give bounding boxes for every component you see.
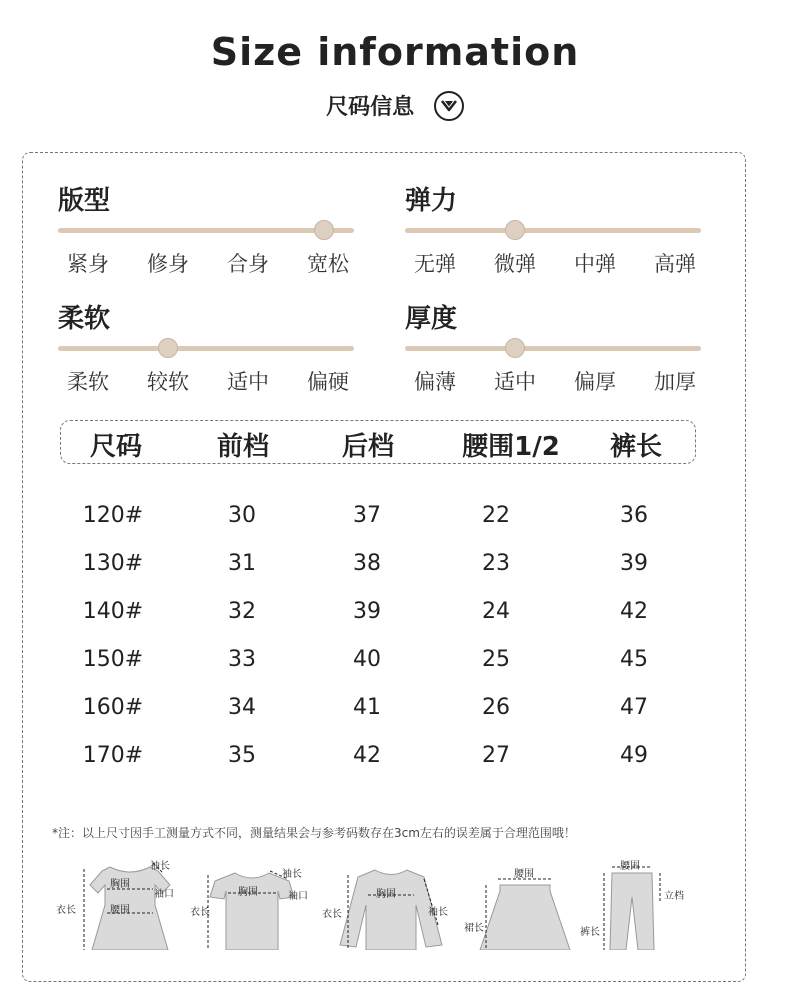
option-label: 适中 — [227, 370, 269, 394]
cell-size: 160# — [82, 695, 144, 720]
metric-options — [58, 248, 358, 278]
option-label: 偏硬 — [307, 370, 349, 394]
slider-track — [405, 346, 701, 351]
header-size: 尺码 — [89, 432, 142, 462]
slider-knob — [505, 338, 525, 358]
subtitle — [0, 90, 790, 123]
cell-size: 150# — [82, 647, 144, 672]
cell-size: 120# — [82, 503, 144, 528]
option-label: 较软 — [147, 370, 189, 394]
table-row — [0, 551, 790, 581]
option-label: 中弹 — [574, 252, 616, 276]
page-title: Size information — [210, 30, 580, 74]
cell-waist: 22 — [482, 503, 510, 528]
option-label: 合身 — [227, 252, 269, 276]
metric-options — [405, 248, 705, 278]
cell-front-rise: 31 — [228, 551, 256, 576]
label-chest: 胸围 — [110, 879, 130, 890]
table-row — [0, 695, 790, 725]
label-cuff: 袖口 — [288, 891, 308, 902]
cell-back-rise: 37 — [353, 503, 381, 528]
metric-thickness — [405, 298, 705, 394]
subtitle-text: 尺码信息 — [326, 95, 415, 120]
cell-size: 140# — [82, 599, 144, 624]
cell-waist: 26 — [482, 695, 510, 720]
table-row — [0, 503, 790, 533]
cell-size: 170# — [82, 743, 144, 768]
cell-waist: 23 — [482, 551, 510, 576]
cell-front-rise: 30 — [228, 503, 256, 528]
label-waist: 腰围 — [110, 905, 130, 916]
option-label: 宽松 — [307, 252, 349, 276]
cell-length: 45 — [620, 647, 648, 672]
label-chest: 胸围 — [238, 887, 258, 898]
slider-track — [58, 346, 354, 351]
option-label: 微弹 — [494, 252, 536, 276]
cell-back-rise: 39 — [353, 599, 381, 624]
option-label: 加厚 — [654, 370, 696, 394]
header-waist: 腰围1/2 — [462, 432, 560, 462]
cell-front-rise: 33 — [228, 647, 256, 672]
slider-knob — [505, 220, 525, 240]
cell-front-rise: 32 — [228, 599, 256, 624]
cell-length: 36 — [620, 503, 648, 528]
option-label: 偏薄 — [414, 370, 456, 394]
tshirt-diagram — [190, 855, 320, 950]
header-front-rise: 前档 — [216, 432, 269, 462]
metric-options — [405, 366, 705, 396]
slider-track — [58, 228, 354, 233]
table-row — [0, 743, 790, 773]
label-sleeve-length: 袖长 — [282, 869, 302, 880]
cell-back-rise: 42 — [353, 743, 381, 768]
cell-length: 39 — [620, 551, 648, 576]
metric-fit — [58, 180, 358, 276]
metric-label: 版型 — [58, 186, 111, 216]
option-label: 适中 — [494, 370, 536, 394]
label-rise: 立档 — [664, 891, 684, 902]
metric-elasticity — [405, 180, 705, 276]
label-chest: 胸围 — [376, 889, 396, 900]
metric-label: 弹力 — [405, 186, 458, 216]
cell-waist: 25 — [482, 647, 510, 672]
metric-label: 厚度 — [405, 304, 458, 334]
label-cuff: 袖口 — [154, 889, 174, 900]
label-length: 衣长 — [322, 909, 342, 920]
sweater-diagram — [320, 855, 460, 950]
cell-length: 47 — [620, 695, 648, 720]
cell-front-rise: 35 — [228, 743, 256, 768]
label-sleeve-length: 袖长 — [428, 907, 448, 918]
metric-label: 柔软 — [58, 304, 111, 334]
size-table-header — [60, 420, 696, 464]
option-label: 修身 — [147, 252, 189, 276]
label-waist: 腰围 — [620, 861, 640, 872]
table-row — [0, 647, 790, 677]
option-label: 无弹 — [414, 252, 456, 276]
metric-options — [58, 366, 358, 396]
measurement-note: *注：以上尺寸因手工测量方式不同，测量结果会与参考码数存在3cm左右的误差属于合理范围哦！ — [52, 826, 576, 840]
option-label: 柔软 — [67, 370, 109, 394]
pants-diagram — [580, 855, 700, 950]
cell-back-rise: 41 — [353, 695, 381, 720]
label-waist: 腰围 — [514, 869, 534, 880]
cell-length: 42 — [620, 599, 648, 624]
label-length: 衣长 — [56, 905, 76, 916]
dress-diagram — [50, 855, 190, 950]
option-label: 偏厚 — [574, 370, 616, 394]
cell-back-rise: 38 — [353, 551, 381, 576]
header-length: 裤长 — [609, 432, 662, 462]
option-label: 高弹 — [654, 252, 696, 276]
cell-waist: 27 — [482, 743, 510, 768]
slider-track — [405, 228, 701, 233]
option-label: 紧身 — [67, 252, 109, 276]
chevron-down-icon[interactable] — [434, 91, 464, 121]
table-row — [0, 599, 790, 629]
label-sleeve-length: 袖长 — [150, 861, 170, 872]
label-length: 裤长 — [580, 927, 600, 938]
header-back-rise: 后档 — [341, 432, 394, 462]
cell-size: 130# — [82, 551, 144, 576]
pants-icon — [590, 855, 700, 950]
skirt-diagram — [460, 855, 590, 950]
metric-softness — [58, 298, 358, 394]
cell-waist: 24 — [482, 599, 510, 624]
slider-knob — [158, 338, 178, 358]
cell-front-rise: 34 — [228, 695, 256, 720]
label-length: 裙长 — [464, 923, 484, 934]
cell-length: 49 — [620, 743, 648, 768]
cell-back-rise: 40 — [353, 647, 381, 672]
label-length: 衣长 — [190, 907, 210, 918]
